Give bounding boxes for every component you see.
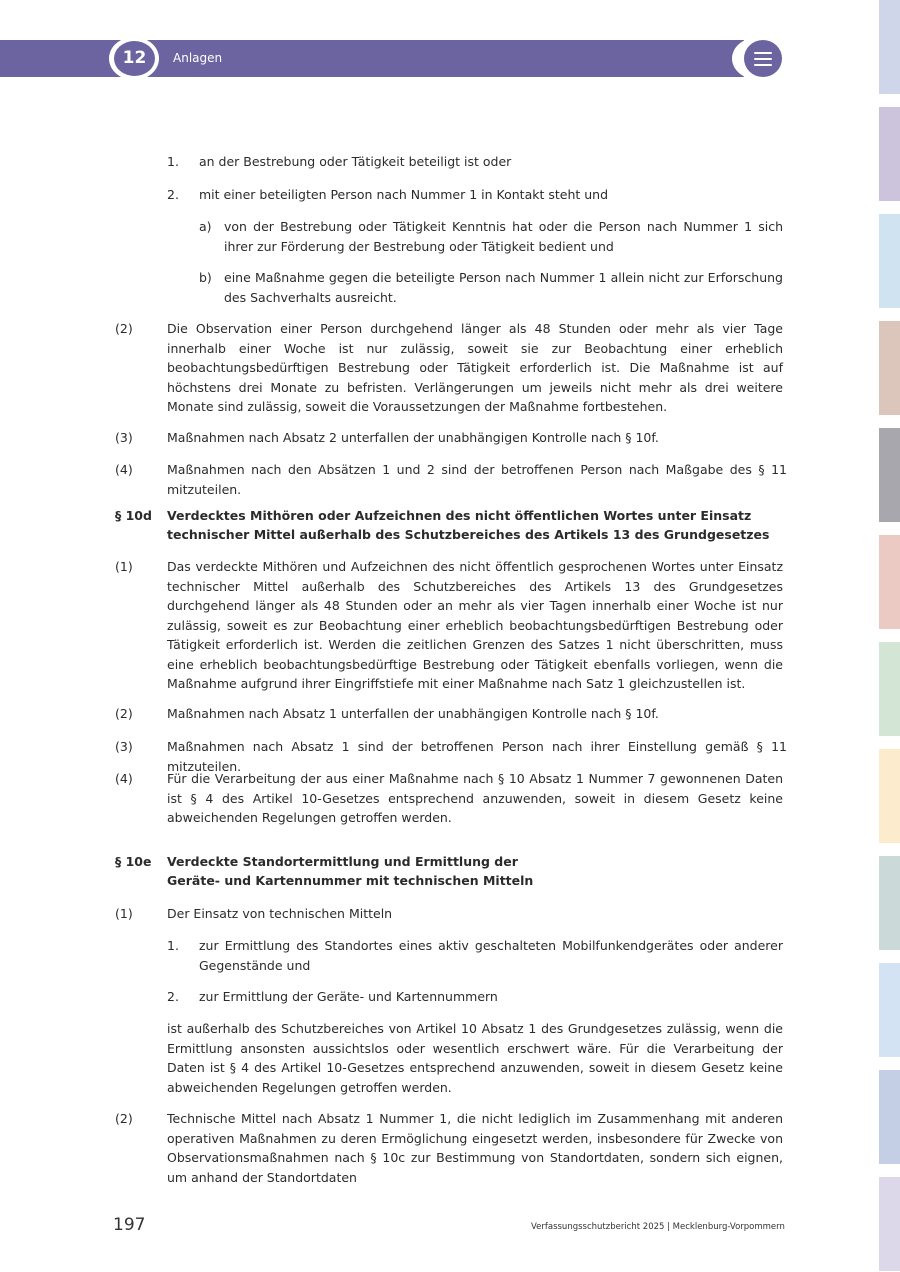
paragraph-number: (1): [115, 906, 133, 921]
sublist-item-text: von der Bestrebung oder Tätigkeit Kenntnis hat oder die Person nach Nummer 1 sich ihrer zur Förderung der Bestrebung oder Tätigkeit bedient und: [224, 219, 783, 254]
paragraph-number: (2): [115, 1111, 133, 1126]
paragraph-text: Maßnahmen nach Absatz 1 sind der betroffenen Person nach ihrer Einstellung gemäß § 11 mitzuteilen.: [167, 739, 787, 774]
list-number: 1.: [167, 938, 179, 953]
list-number: 1.: [167, 154, 179, 169]
paragraph-text: Maßnahmen nach den Absätzen 1 und 2 sind der betroffenen Person nach Maßgabe des § 11 mitzuteilen.: [167, 462, 787, 497]
list-item-text: zur Ermittlung der Geräte- und Kartennummern: [199, 989, 498, 1004]
paragraph-text: Für die Verarbeitung der aus einer Maßnahme nach § 10 Absatz 1 Nummer 7 gewonnenen Daten ist § 4 des Artikel 10-Gesetzes entsprechend anzuwenden, soweit in diesem Gesetz keine abweichenden Regelungen getroffen werden.: [167, 771, 783, 825]
paragraph-number: (4): [115, 771, 133, 786]
chapter-tab[interactable]: [879, 1177, 900, 1271]
paragraph-number: (2): [115, 706, 133, 721]
chapter-tab[interactable]: [879, 0, 900, 94]
section-title-line: Verdecktes Mithören oder Aufzeichnen des nicht öffentlichen Wortes unter Einsatz: [167, 508, 752, 523]
chapter-tab[interactable]: [879, 107, 900, 201]
section-title-line: Verdeckte Standortermittlung und Ermittlung der: [167, 854, 518, 869]
chapter-tab[interactable]: [879, 963, 900, 1057]
paragraph-number: (1): [115, 559, 133, 574]
section-title-line: Geräte- und Kartennummer mit technischen Mitteln: [167, 873, 534, 888]
sublist-item-text: eine Maßnahme gegen die beteiligte Person nach Nummer 1 allein nicht zur Erforschung des Sachverhalts ausreicht.: [224, 270, 783, 305]
paragraph-number: (3): [115, 739, 133, 754]
paragraph-text: Die Observation einer Person durchgehend länger als 48 Stunden oder mehr als vier Tage innerhalb einer Woche ist nur zulässig, soweit sie zur Beobachtung einer erheblich beobachtungsbedürftigen Bestrebung oder Tätigkeit erforderlich ist. Die Maßnahme ist auf höchstens drei Monate zu befristen. Verlängerungen um jeweils nicht mehr als drei weitere Monate sind zulässig, soweit die Voraussetzungen der Maßnahme fortbestehen.: [167, 321, 783, 414]
sublist-letter: b): [199, 270, 212, 285]
paragraph-continuation-text: ist außerhalb des Schutzbereiches von Artikel 10 Absatz 1 des Grundgesetzes zulässig, wenn die Ermittlung ansonsten aussichtslos oder wesentlich erschwert wäre. Für die Verarbeitung der Daten ist § 4 des Artikel 10-Gesetzes entsprechend anzuwenden, soweit in diesem Gesetz keine abweichenden Regelungen getroffen werden.: [167, 1021, 783, 1095]
paragraph-text: Das verdeckte Mithören und Aufzeichnen des nicht öffentlich gesprochenen Wortes unter Einsatz technischer Mittel außerhalb des Schutzbereiches des Artikels 13 des Grundgesetzes durchgehend länger als 48 Stunden oder an mehr als vier Tagen innerhalb einer Woche ist nur zulässig, soweit es zur Beobachtung einer erheblich beobachtungsbedürftigen Bestrebung oder Tätigkeit erforderlich ist. Werden die zeitlichen Grenzen des Satzes 1 nicht überschritten, muss eine erheblich beobachtungsbedürftige Bestrebung oder Tätigkeit ebenfalls vorliegen, wenn die Maßnahme aufgrund ihrer Eingriffstiefe mit einer Maßnahme nach Satz 1 gleichzustellen ist.: [167, 559, 783, 691]
chapter-tab[interactable]: [879, 1070, 900, 1164]
paragraph-number: (2): [115, 321, 133, 336]
list-item-text: zur Ermittlung des Standortes eines aktiv geschalteten Mobilfunkendgerätes oder anderer Gegenstände und: [199, 938, 783, 973]
chapter-tab[interactable]: [879, 428, 900, 522]
paragraph-text: Maßnahmen nach Absatz 1 unterfallen der unabhängigen Kontrolle nach § 10f.: [167, 706, 659, 721]
chapter-title: Anlagen: [173, 51, 223, 65]
publication-footer: Verfassungsschutzbericht 2025 | Mecklenburg-Vorpommern: [531, 1222, 785, 1232]
menu-button[interactable]: [744, 40, 782, 77]
paragraph-text: Maßnahmen nach Absatz 2 unterfallen der unabhängigen Kontrolle nach § 10f.: [167, 430, 659, 445]
chapter-tab[interactable]: [879, 642, 900, 736]
page-number: 197: [113, 1215, 146, 1235]
chapter-tab[interactable]: [879, 856, 900, 950]
chapter-tab[interactable]: [879, 749, 900, 843]
paragraph-number: (3): [115, 430, 133, 445]
sublist-letter: a): [199, 219, 212, 234]
section-number: § 10d: [115, 508, 152, 523]
chapter-number-badge: 12: [114, 41, 155, 76]
section-number: § 10e: [115, 854, 152, 869]
list-item-text: mit einer beteiligten Person nach Nummer 1 in Kontakt steht und: [199, 187, 609, 202]
list-item-text: an der Bestrebung oder Tätigkeit beteiligt ist oder: [199, 154, 512, 169]
paragraph-text: Der Einsatz von technischen Mitteln: [167, 906, 393, 921]
chapter-tab[interactable]: [879, 321, 900, 415]
chapter-tab[interactable]: [879, 535, 900, 629]
paragraph-number: (4): [115, 462, 133, 477]
paragraph-text: Technische Mittel nach Absatz 1 Nummer 1, die nicht lediglich im Zusammenhang mit anderen operativen Maßnahmen zu deren Ermöglichung eingesetzt werden, insbesondere für Zwecke von Observationsmaßnahmen nach § 10c zur Bestimmung von Standortdaten, sondern sich eignen, um anhand der Standortdaten: [167, 1111, 783, 1185]
section-title-line: technischer Mittel außerhalb des Schutzbereiches des Artikels 13 des Grundgesetzes: [167, 527, 770, 542]
list-number: 2.: [167, 187, 179, 202]
list-number: 2.: [167, 989, 179, 1004]
chapter-tab[interactable]: [879, 214, 900, 308]
